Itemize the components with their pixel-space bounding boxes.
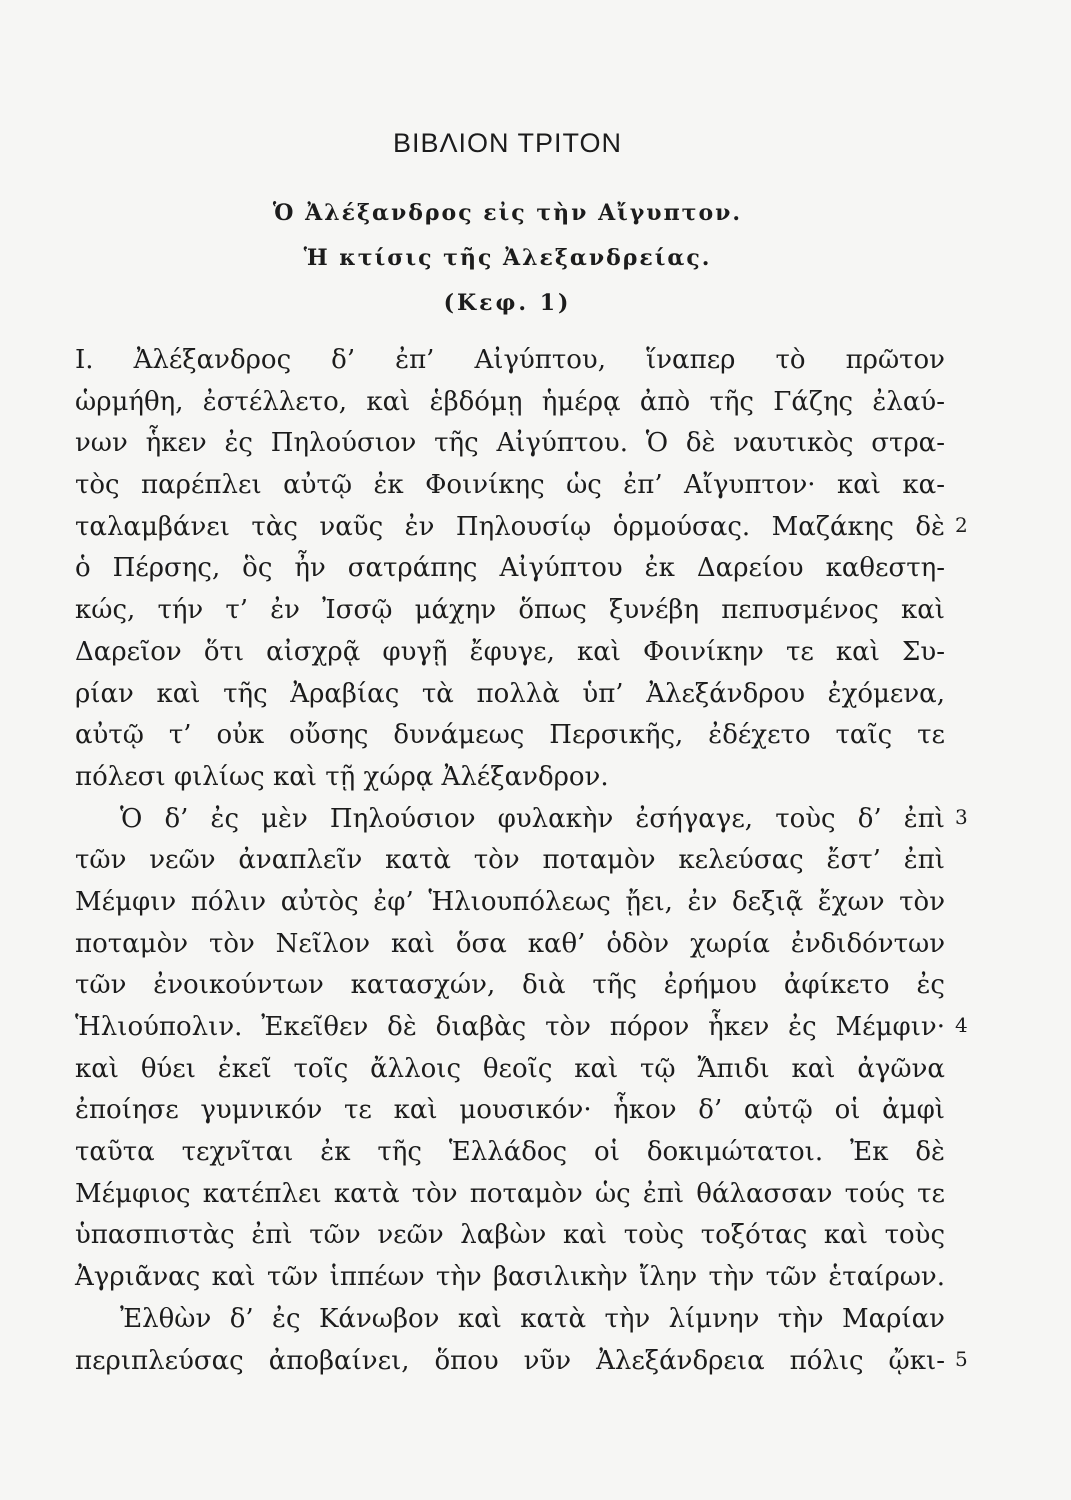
chapter-number: (Κεφ. 1) bbox=[443, 290, 572, 316]
chapter-subtitle-line-2: Ἡ κτίσις τῆς Ἀλεξανδρείας. bbox=[303, 245, 712, 271]
text-line: Μέμφιν πόλιν αὐτὸς ἐφ’ Ἡλιουπόλεως ᾔει, ἐν δεξιᾷ ἔχων τὸν bbox=[75, 886, 945, 917]
text-line: Ἀγριᾶνας καὶ τῶν ἱππέων τὴν βασιλικὴν ἴλην τὴν τῶν ἑταίρων. bbox=[75, 1262, 945, 1293]
text-line: ρίαν καὶ τῆς Ἀραβίας τὰ πολλὰ ὑπ’ Ἀλεξάνδρου ἐχόμενα, bbox=[75, 678, 945, 709]
text-line: νων ἧκεν ἐς Πηλούσιον τῆς Αἰγύπτου. Ὁ δὲ ναυτικὸς στρα- bbox=[75, 428, 945, 459]
text-line: πόλεσι φιλίως καὶ τῇ χώρᾳ Ἀλέξανδρον. bbox=[75, 761, 609, 792]
text-line: τὸς παρέπλει αὐτῷ ἐκ Φοινίκης ὡς ἐπ’ Αἴγυπτον· καὶ κα- bbox=[75, 470, 945, 501]
text-line: τῶν νεῶν ἀναπλεῖν κατὰ τὸν ποταμὸν κελεύσας ἔστ’ ἐπὶ bbox=[75, 845, 945, 876]
text-line: τῶν ἐνοικούντων κατασχών, διὰ τῆς ἐρήμου ἀφίκετο ἐς bbox=[75, 970, 945, 1001]
text-line: Δαρεῖον ὅτι αἰσχρᾷ φυγῇ ἔφυγε, καὶ Φοινίκην τε καὶ Συ- bbox=[75, 636, 945, 667]
book-title: ΒΙΒΛΙΟΝ ΤΡΙΤΟΝ bbox=[392, 128, 623, 158]
text-line: Ὁ δ’ ἐς μὲν Πηλούσιον φυλακὴν ἐσήγαγε, τοὺς δ’ ἐπὶ bbox=[120, 803, 945, 834]
text-line: ταλαμβάνει τὰς ναῦς ἐν Πηλουσίῳ ὁρμούσας. Μαζάκης δὲ bbox=[75, 511, 945, 542]
text-line: περιπλεύσας ἀποβαίνει, ὅπου νῦν Ἀλεξάνδρεια πόλις ᾤκι- bbox=[75, 1345, 945, 1376]
text-line: Ἡλιούπολιν. Ἐκεῖθεν δὲ διαβὰς τὸν πόρον ἧκεν ἐς Μέμφιν· bbox=[75, 1012, 945, 1042]
margin-section-number: 2 bbox=[955, 513, 968, 537]
text-line: ἐποίησε γυμνικόν τε καὶ μουσικόν· ἧκον δ’ αὐτῷ οἱ ἀμφὶ bbox=[75, 1095, 945, 1126]
margin-section-number: 4 bbox=[955, 1013, 968, 1037]
text-line: ὑπασπιστὰς ἐπὶ τῶν νεῶν λαβὼν καὶ τοὺς τοξότας καὶ τοὺς bbox=[75, 1220, 945, 1251]
margin-section-number: 3 bbox=[955, 805, 968, 829]
text-line: Ἐλθὼν δ’ ἐς Κάνωβον καὶ κατὰ τὴν λίμνην τὴν Μαρίαν bbox=[120, 1303, 945, 1334]
text-line: ὡρμήθη, ἐστέλλετο, καὶ ἑβδόμῃ ἡμέρᾳ ἀπὸ τῆς Γάζης ἐλαύ- bbox=[75, 386, 945, 417]
body-text bbox=[75, 340, 945, 1382]
text-line: ποταμὸν τὸν Νεῖλον καὶ ὅσα καθ’ ὁδὸν χωρία ἐνδιδόντων bbox=[75, 928, 945, 959]
text-line: I. Ἀλέξανδρος δ’ ἐπ’ Αἰγύπτου, ἵναπερ τὸ πρῶτον bbox=[75, 345, 945, 375]
text-line: ὁ Πέρσης, ὃς ἦν σατράπης Αἰγύπτου ἐκ Δαρείου καθεστη- bbox=[75, 553, 945, 584]
margin-section-number: 5 bbox=[955, 1347, 968, 1371]
text-line: κώς, τήν τ’ ἐν Ἰσσῷ μάχην ὅπως ξυνέβη πεπυσμένος καὶ bbox=[75, 595, 945, 626]
text-line: καὶ θύει ἐκεῖ τοῖς ἄλλοις θεοῖς καὶ τῷ Ἄπιδι καὶ ἀγῶνα bbox=[75, 1053, 945, 1084]
text-line: ταῦτα τεχνῖται ἐκ τῆς Ἑλλάδος οἱ δοκιμώτατοι. Ἐκ δὲ bbox=[75, 1137, 945, 1168]
chapter-subtitle-line-1: Ὁ Ἀλέξανδρος εἰς τὴν Αἴγυπτον. bbox=[272, 200, 743, 226]
text-line: Μέμφιος κατέπλει κατὰ τὸν ποταμὸν ὡς ἐπὶ θάλασσαν τούς τε bbox=[75, 1178, 945, 1209]
text-line: αὐτῷ τ’ οὐκ οὔσης δυνάμεως Περσικῆς, ἐδέχετο ταῖς τε bbox=[75, 720, 945, 751]
